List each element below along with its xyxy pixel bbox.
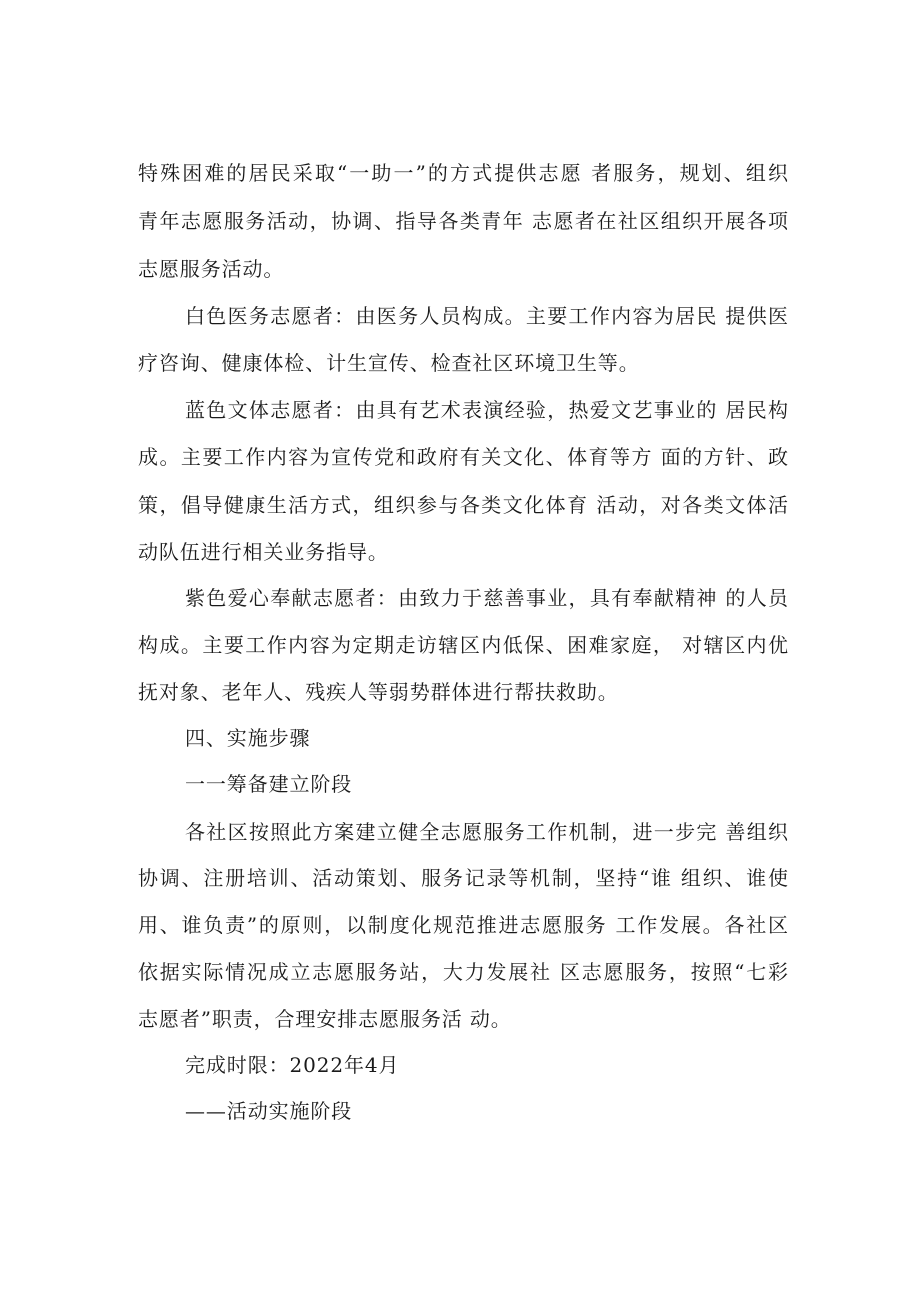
paragraph-7-line-4: 依据实际情况成立志愿服务站，大力发展社 区志愿服务，按照“七彩 [138,960,788,984]
stage-heading-preparation: 一一筹备建立阶段 [185,772,353,796]
paragraph-4-line-3: 抚对象、老年人、残疾人等弱势群体进行帮扶救助。 [138,680,619,704]
stage-heading-implementation: ——活动实施阶段 [185,1099,353,1123]
paragraph-1-line-1: 特殊困难的居民采取“一助一”的方式提供志愿 者服务，规划、组织 [138,161,788,185]
paragraph-1-line-3: 志愿服务活动。 [138,257,285,281]
paragraph-2-line-2: 疗咨询、健康体检、计生宣传、检查社区环境卫生等。 [138,351,640,375]
paragraph-4-line-1: 紫色爱心奉献志愿者：由致力于慈善事业，具有奉献精神 的人员 [185,586,788,610]
paragraph-3-line-1: 蓝色文体志愿者：由具有艺术表演经验，热爱文艺事业的 居民构 [185,398,788,422]
paragraph-1-line-2: 青年志愿服务活动，协调、指导各类青年 志愿者在社区组织开展各项 [138,209,788,233]
paragraph-7-line-5: 志愿者”职责，合理安排志愿服务活 动。 [138,1007,512,1031]
paragraph-7-line-3: 用、谁负责”的原则，以制度化规范推进志愿服务 工作发展。各社区 [138,913,788,937]
section-heading-implementation-steps: 四、实施步骤 [185,726,311,750]
paragraph-3-line-2: 成。主要工作内容为宣传党和政府有关文化、体育等方 面的方针、政 [138,445,788,469]
paragraph-4-line-2: 构成。主要工作内容为定期走访辖区内低保、困难家庭， 对辖区内优 [138,633,788,657]
paragraph-7-line-1: 各社区按照此方案建立健全志愿服务工作机制，进一步完 善组织 [185,820,788,844]
paragraph-7-line-2: 协调、注册培训、活动策划、服务记录等机制，坚持“谁 组织、谁使 [138,866,788,890]
completion-deadline: 完成时限：2022年4月 [185,1053,400,1077]
paragraph-2-line-1: 白色医务志愿者：由医务人员构成。主要工作内容为居民 提供医 [185,304,788,328]
paragraph-3-line-3: 策，倡导健康生活方式，组织参与各类文化体育 活动，对各类文体活 [138,493,788,517]
paragraph-3-line-4: 动队伍进行相关业务指导。 [138,540,389,564]
